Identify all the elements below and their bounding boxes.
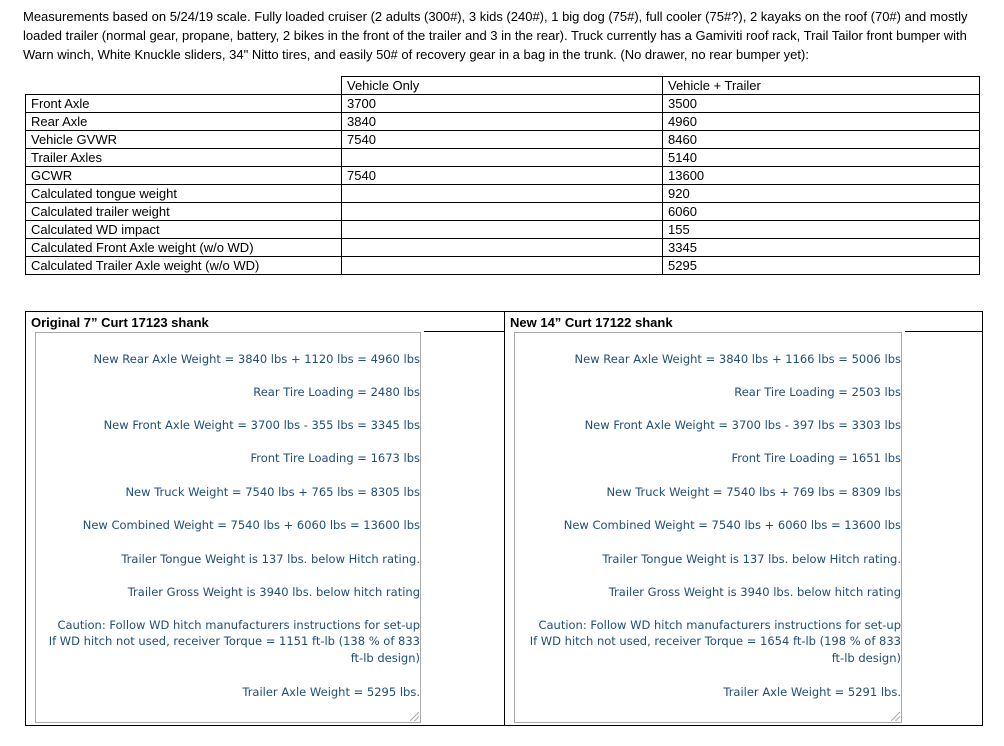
front-tire-line: Front Tire Loading = 1651 lbs bbox=[731, 451, 901, 465]
table-row bbox=[26, 185, 980, 203]
column-header: Vehicle + Trailer bbox=[663, 77, 980, 95]
torque-line: If WD hitch not used, receiver Torque = 1151 ft-lb (138 % of 833 ft-lb design) bbox=[48, 634, 420, 665]
rear-tire-line: Rear Tire Loading = 2480 lbs bbox=[253, 385, 420, 399]
column-header: Vehicle Only bbox=[342, 77, 663, 95]
tongue-weight-line: Trailer Tongue Weight is 137 lbs. below Hitch rating. bbox=[602, 552, 901, 566]
value-cell: 920 bbox=[663, 185, 980, 203]
front-tire-line: Front Tire Loading = 1673 lbs bbox=[250, 451, 420, 465]
caution-line: Caution: Follow WD hitch manufacturers instructions for set-up bbox=[57, 618, 420, 632]
rear-axle-line: New Rear Axle Weight = 3840 lbs + 1166 lbs = 5006 lbs bbox=[574, 352, 901, 366]
table-row bbox=[26, 149, 980, 167]
value-cell: 3700 bbox=[342, 95, 663, 113]
value-cell: 6060 bbox=[663, 203, 980, 221]
table-row bbox=[26, 221, 980, 239]
caution-line: Caution: Follow WD hitch manufacturers instructions for set-up bbox=[538, 618, 901, 632]
value-cell: 4960 bbox=[663, 113, 980, 131]
truck-weight-line: New Truck Weight = 7540 lbs + 765 lbs = 8305 lbs bbox=[125, 485, 420, 499]
intro-paragraph: Measurements based on 5/24/19 scale. Fully loaded cruiser (2 adults (300#), 3 kids (240#), 1 big dog (75#), full cooler (75#?), 2 kayaks on the roof (70#) and mostly loaded trailer (normal gear, propane, battery, 2 bikes in the front of the trailer and 3 in the rear). Truck currently has a Gamiviti roof rack, Trail Tailor front bumper with Warn winch, White Knuckle sliders, 34" Nitto tires, and easily 50# of recovery gear in a bag in the trunk. (No drawer, no rear bumper yet): bbox=[23, 9, 968, 62]
table-row bbox=[26, 203, 980, 221]
value-cell: 7540 bbox=[342, 167, 663, 185]
new-shank-panel bbox=[505, 311, 983, 726]
original-shank-panel bbox=[25, 311, 505, 726]
row-label-cell: Vehicle GVWR bbox=[26, 131, 342, 149]
value-cell: 13600 bbox=[663, 167, 980, 185]
value-cell bbox=[342, 149, 663, 167]
combined-weight-line: New Combined Weight = 7540 lbs + 6060 lbs = 13600 lbs bbox=[82, 518, 420, 532]
front-axle-line: New Front Axle Weight = 3700 lbs - 355 lbs = 3345 lbs bbox=[103, 418, 420, 432]
trailer-axle-line: Trailer Axle Weight = 5291 lbs. bbox=[723, 685, 901, 699]
resize-grip-icon[interactable] bbox=[891, 712, 900, 721]
torque-line: If WD hitch not used, receiver Torque = 1654 ft-lb (198 % of 833 ft-lb design) bbox=[529, 634, 901, 665]
row-label-cell: Rear Axle bbox=[26, 113, 342, 131]
panel-title: Original 7” Curt 17123 shank bbox=[31, 315, 209, 330]
header-blank-cell bbox=[26, 77, 342, 95]
value-cell bbox=[342, 257, 663, 275]
value-cell: 5140 bbox=[663, 149, 980, 167]
value-cell: 3840 bbox=[342, 113, 663, 131]
table-row bbox=[26, 131, 980, 149]
row-label-cell: Calculated Front Axle weight (w/o WD) bbox=[26, 239, 342, 257]
calculation-textbox[interactable] bbox=[514, 332, 902, 723]
row-label-cell: Front Axle bbox=[26, 95, 342, 113]
value-cell: 8460 bbox=[663, 131, 980, 149]
table-row bbox=[26, 95, 980, 113]
front-axle-line: New Front Axle Weight = 3700 lbs - 397 lbs = 3303 lbs bbox=[584, 418, 901, 432]
value-cell: 5295 bbox=[663, 257, 980, 275]
row-label-cell: GCWR bbox=[26, 167, 342, 185]
gross-weight-line: Trailer Gross Weight is 3940 lbs. below hitch rating bbox=[608, 585, 901, 599]
row-label-cell: Calculated Trailer Axle weight (w/o WD) bbox=[26, 257, 342, 275]
truck-weight-line: New Truck Weight = 7540 lbs + 769 lbs = 8309 lbs bbox=[606, 485, 901, 499]
resize-grip-icon[interactable] bbox=[410, 712, 419, 721]
table-row bbox=[26, 113, 980, 131]
value-cell bbox=[342, 203, 663, 221]
table-header-row bbox=[26, 77, 980, 95]
rear-axle-line: New Rear Axle Weight = 3840 lbs + 1120 lbs = 4960 lbs bbox=[93, 352, 420, 366]
row-label-cell: Trailer Axles bbox=[26, 149, 342, 167]
value-cell bbox=[342, 239, 663, 257]
divider bbox=[424, 331, 504, 332]
trailer-axle-line: Trailer Axle Weight = 5295 lbs. bbox=[242, 685, 420, 699]
row-label-cell: Calculated WD impact bbox=[26, 221, 342, 239]
table-row bbox=[26, 257, 980, 275]
value-cell: 155 bbox=[663, 221, 980, 239]
value-cell bbox=[342, 221, 663, 239]
panel-title: New 14” Curt 17122 shank bbox=[510, 315, 673, 330]
row-label-cell: Calculated trailer weight bbox=[26, 203, 342, 221]
rear-tire-line: Rear Tire Loading = 2503 lbs bbox=[734, 385, 901, 399]
weights-table bbox=[25, 76, 980, 275]
value-cell: 7540 bbox=[342, 131, 663, 149]
gross-weight-line: Trailer Gross Weight is 3940 lbs. below hitch rating bbox=[127, 585, 420, 599]
value-cell: 3345 bbox=[663, 239, 980, 257]
calculation-textbox[interactable] bbox=[35, 332, 421, 723]
table-row bbox=[26, 167, 980, 185]
tongue-weight-line: Trailer Tongue Weight is 137 lbs. below Hitch rating. bbox=[121, 552, 420, 566]
row-label-cell: Calculated tongue weight bbox=[26, 185, 342, 203]
divider bbox=[905, 331, 982, 332]
combined-weight-line: New Combined Weight = 7540 lbs + 6060 lbs = 13600 lbs bbox=[563, 518, 901, 532]
value-cell: 3500 bbox=[663, 95, 980, 113]
table-row bbox=[26, 239, 980, 257]
value-cell bbox=[342, 185, 663, 203]
